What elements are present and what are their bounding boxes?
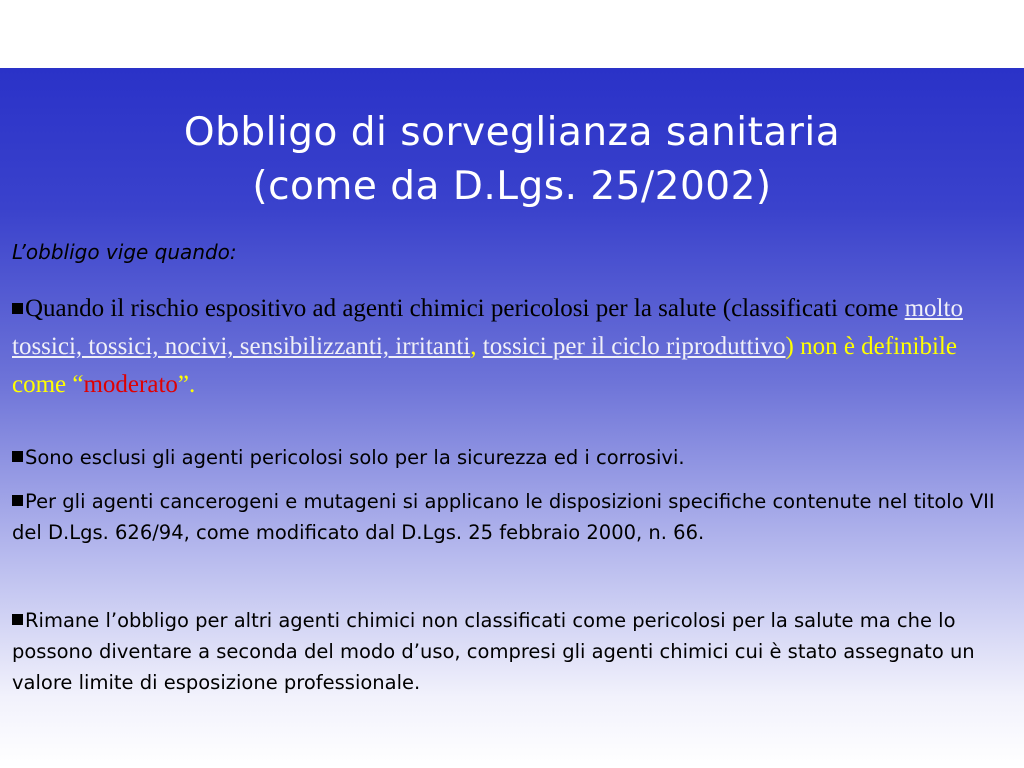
paragraph-rimane <box>12 605 1018 698</box>
slide-title <box>0 106 1024 214</box>
bullet-square-icon <box>12 303 23 314</box>
bullet-square-icon <box>12 614 23 625</box>
para1-moderato: moderato <box>83 371 178 398</box>
para1-close-paren: ) <box>785 333 794 360</box>
paragraph-rischio <box>12 290 1012 404</box>
intro-text: L’obbligo vige quando: <box>12 240 237 264</box>
title-line-1: Obbligo di sorveglianza sanitaria <box>183 110 841 155</box>
bullet-square-icon <box>12 451 23 462</box>
para1-comma: , <box>470 333 477 360</box>
bullet-square-icon <box>12 495 23 506</box>
paragraph-cancerogeni <box>12 486 1018 548</box>
paragraph-esclusi <box>12 442 1018 473</box>
title-line-2: (come da D.Lgs. 25/2002) <box>252 164 772 209</box>
slide <box>0 68 1024 768</box>
para1-highlight: non è definibile come “ <box>12 333 957 398</box>
para3-text: Per gli agenti cancerogeni e mutageni si applicano le disposizioni specifiche contenute nel titolo VII del D.Lgs. 626/94, come modificato dal D.Lgs. 25 febbraio 2000, n. 66. <box>12 490 995 544</box>
link-ciclo-riproduttivo[interactable]: tossici per il ciclo riproduttivo <box>482 333 786 360</box>
para1-end: ”. <box>177 371 196 398</box>
para4-text: Rimane l’obbligo per altri agenti chimici non classificati come pericolosi per la salute ma che lo possono diventare a seconda del modo d’uso, compresi gli agenti chimici cui è stato assegnato un valore limite di esposizione professionale. <box>12 609 975 694</box>
para1-text: Quando il rischio espositivo ad agenti chimici pericolosi per la salute (classificati come <box>25 295 899 322</box>
link-classificazioni[interactable]: molto tossici, tossici, nocivi, sensibilizzanti, irritanti <box>12 295 963 360</box>
para2-text: Sono esclusi gli agenti pericolosi solo per la sicurezza ed i corrosivi. <box>25 446 685 469</box>
